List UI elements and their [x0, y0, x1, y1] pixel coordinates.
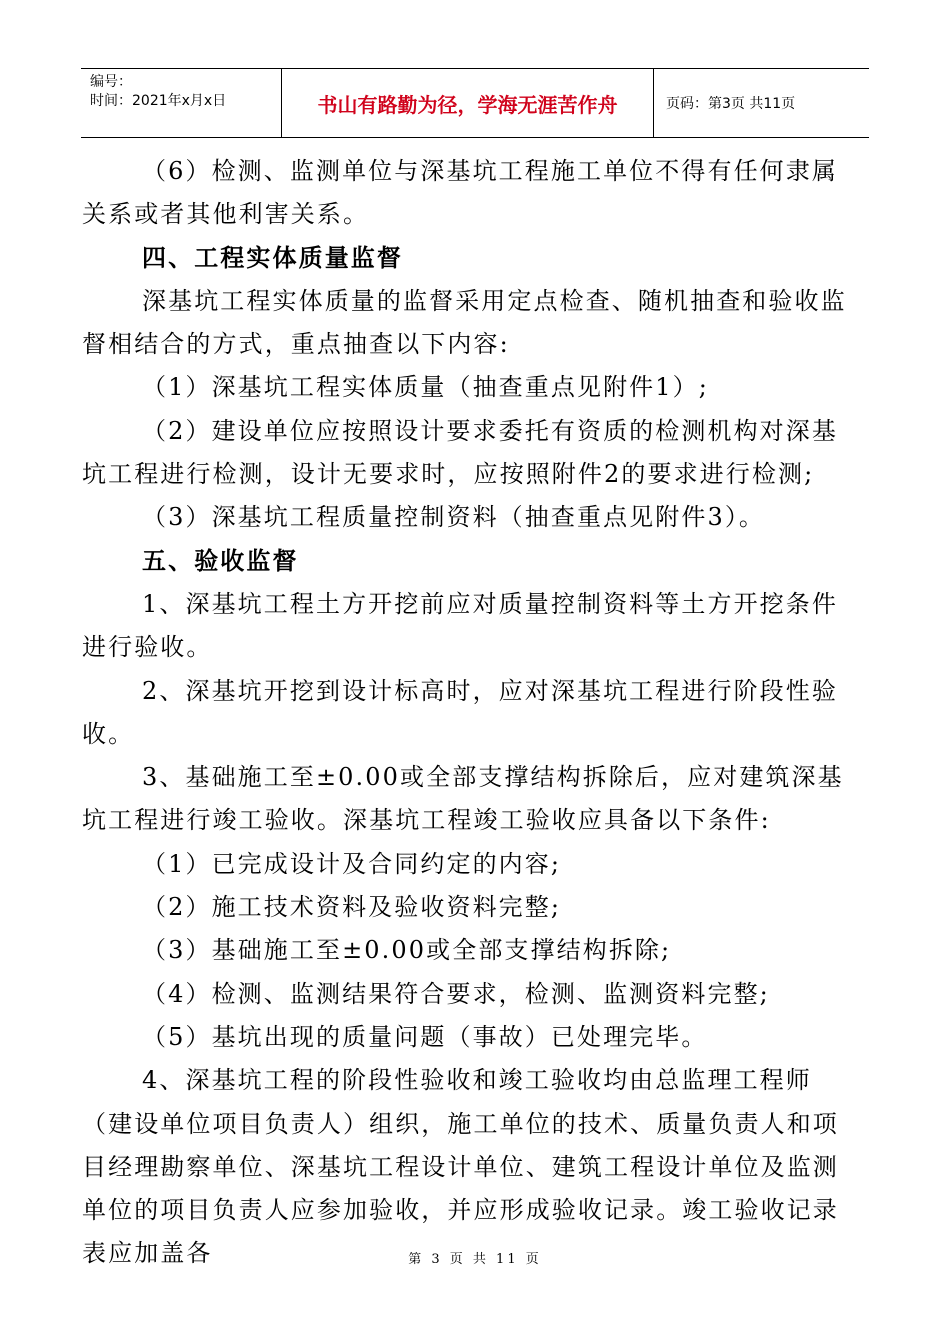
page-header [81, 68, 869, 138]
paragraph: 4、深基坑工程的阶段性验收和竣工验收均由总监理工程师（建设单位项目负责人）组织，施工单位的技术、质量负责人和项目经理勘察单位、深基坑工程设计单位、建筑工程设计单位及监测单位的项目负责人应参加验收，并应形成验收记录。竣工验收记录表应加盖各 [82, 1066, 839, 1268]
paragraph: （1）已完成设计及合同约定的内容; [142, 849, 562, 878]
header-page-info: 页码：第3页 共11页 [666, 96, 796, 112]
paragraph: （1）深基坑工程实体质量（抽查重点见附件1）; [142, 373, 709, 402]
paragraph: （2）施工技术资料及验收资料完整; [142, 893, 562, 922]
header-motto: 书山有路勤为径，学海无涯苦作舟 [282, 69, 654, 137]
section-heading: 五、验收监督 [142, 546, 299, 575]
paragraph: 3、基础施工至±0.00或全部支撑结构拆除后，应对建筑深基坑工程进行竣工验收。深基坑工程竣工验收应具备以下条件: [82, 763, 844, 835]
paragraph: 2、深基坑开挖到设计标高时，应对深基坑工程进行阶段性验收。 [82, 676, 838, 748]
paragraph: （3）深基坑工程质量控制资料（抽查重点见附件3）。 [142, 503, 766, 532]
paragraph: （3）基础施工至±0.00或全部支撑结构拆除; [142, 936, 672, 965]
document-date: 时间：2021年x月x日 [90, 93, 227, 109]
section-heading: 四、工程实体质量监督 [142, 243, 403, 272]
paragraph: （6）检测、监测单位与深基坑工程施工单位不得有任何隶属关系或者其他利害关系。 [82, 157, 838, 229]
paragraph: （2）建设单位应按照设计要求委托有资质的检测机构对深基坑工程进行检测，设计无要求时，应按照附件2的要求进行检测; [82, 416, 838, 489]
page-footer: 第 3 页 共 11 页 [408, 1252, 542, 1267]
paragraph: 深基坑工程实体质量的监督采用定点检查、随机抽查和验收监督相结合的方式，重点抽查以下内容: [82, 286, 847, 359]
paragraph: （5）基坑出现的质量问题（事故）已处理完毕。 [142, 1022, 708, 1051]
header-meta [81, 69, 282, 137]
paragraph: （4）检测、监测结果符合要求，检测、监测资料完整; [142, 979, 770, 1008]
document-body [82, 150, 862, 1276]
paragraph: 1、深基坑工程土方开挖前应对质量控制资料等土方开挖条件进行验收。 [82, 589, 838, 662]
document-number-label: 编号： [90, 74, 132, 90]
